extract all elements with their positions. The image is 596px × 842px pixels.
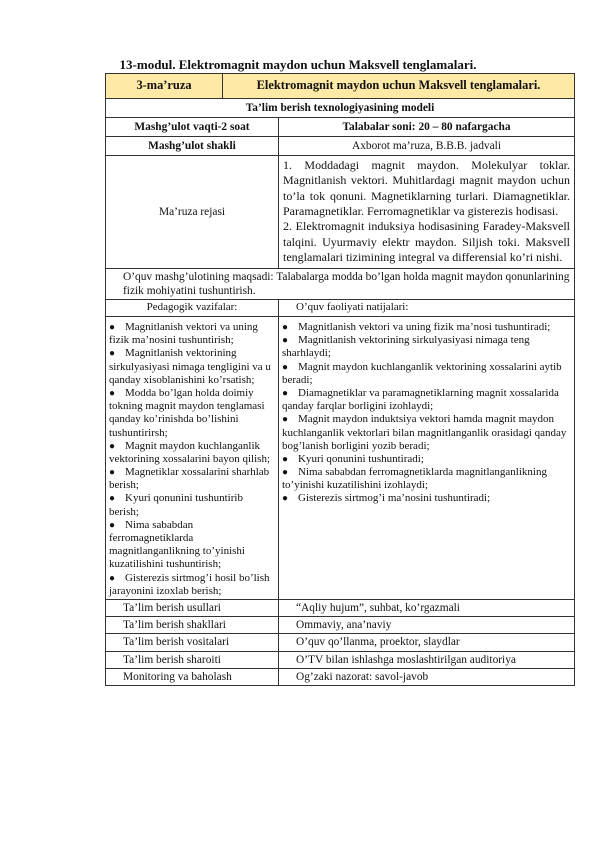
bullet-icon: ● — [282, 335, 289, 347]
lesson-model-table — [105, 73, 575, 686]
list-item: ● Magnitlanish vektorining sirkulyasiyasi nimaga teng sharhlaydi; — [282, 334, 530, 360]
bullet-icon: ● — [282, 361, 289, 373]
list-item: ● Nima sababdan ferromagnetiklarda magnitlanganlikning to’yinishi kuzatilishini tushuntirish; — [109, 518, 245, 571]
row-value: Og’zaki nazorat: savol-javob — [279, 668, 575, 685]
bullet-icon: ● — [109, 493, 116, 505]
bullet-icon: ● — [109, 387, 116, 399]
plan-item: 2. Elektromagnit induksiya hodisasining Faradey-Maksvell talqini. Uyurmaviy elektr maydon. Siljish toki. Maksvell tenglamalari tizimining integral va differensial ko’ri nishi. — [283, 219, 571, 265]
list-item: ● Gisterezis sirtmog’i ma’nosini tushuntiradi; — [282, 492, 491, 505]
model-title: Ta’lim berish texnologiyasining modeli — [106, 99, 575, 118]
list-item: ● Gisterezis sirtmog’i hosil bo’lish jarayonini izoxlab berish; — [109, 571, 270, 597]
row-value: “Aqliy hujum”, suhbat, ko’rgazmali — [279, 599, 575, 616]
bullet-icon: ● — [109, 322, 116, 334]
row-label: Ta’lim berish sharoiti — [106, 651, 279, 668]
row-value: O’quv qo’llanma, proektor, slaydlar — [279, 634, 575, 651]
list-item: ● Kyuri qonunini tushuntiradi; — [282, 452, 424, 465]
bullet-icon: ● — [282, 493, 289, 505]
list-item: ● Magnitlanish vektori va uning fizik ma’nosini tushuntirish; — [109, 321, 258, 347]
table-row — [106, 668, 575, 685]
bullet-icon: ● — [109, 519, 116, 531]
row-value: Ommaviy, ana’naviy — [279, 617, 575, 634]
row-value: O’TV bilan ishlashga moslashtirilgan auditoriya — [279, 651, 575, 668]
learning-outcomes-header: O’quv faoliyati natijalari: — [279, 300, 575, 317]
row-label: Monitoring va baholash — [106, 668, 279, 685]
row-label: Ta’lim berish vositalari — [106, 634, 279, 651]
bullet-icon: ● — [282, 322, 289, 334]
students-count: Talabalar soni: 20 – 80 nafargacha — [279, 118, 575, 137]
bullet-icon: ● — [109, 572, 116, 584]
list-item: ● Magnit maydon kuchlanganlik vektorining xossalarini bayon qilish; — [109, 439, 271, 465]
bullet-icon: ● — [109, 440, 116, 452]
list-item: ● Diamagnetiklar va paramagnetiklarning magnit xossalarida qanday farqlar borligini izohlaydi; — [282, 386, 559, 413]
plan-item: 1. Moddadagi magnit maydon. Molekulyar toklar. Magnitlanish vektori. Muhitlardagi magnit maydon uchun to’la tok qonuni. Magnetiklarning turlari. Diamagnetiklar. Paramagnetiklar. Ferromagnetiklar va gisterezis hodisasi. — [283, 158, 571, 219]
pedagogical-tasks-header: Pedagogik vazifalar: — [106, 300, 279, 317]
learning-outcomes — [279, 317, 575, 600]
lecture-number: 3-ma’ruza — [106, 74, 223, 99]
list-item: ● Magnetiklar xossalarini sharhlab berish; — [109, 466, 270, 492]
row-label: Ta’lim berish usullari — [106, 599, 279, 616]
row-label: Ta’lim berish shakllari — [106, 617, 279, 634]
list-item: ● Magnit maydon kuchlanganlik vektorining xossalarini aytib beradi; — [282, 360, 562, 386]
bullet-icon: ● — [282, 467, 289, 479]
bullet-icon: ● — [109, 467, 116, 479]
list-item: ● Nima sababdan ferromagnetiklarda magnitlanganlikning to’yinishi kuzatilishini izohlaydi; — [282, 466, 547, 492]
lesson-form-label: Mashg’ulot shakli — [106, 137, 279, 156]
lecture-plan-label: Ma’ruza rejasi — [106, 156, 279, 269]
table-row — [106, 651, 575, 668]
table-row — [106, 599, 575, 616]
list-item: ● Kyuri qonunini tushuntirib berish; — [109, 492, 243, 518]
table-row — [106, 617, 575, 634]
bullet-icon: ● — [282, 453, 289, 465]
lesson-goal: O’quv mashg’ulotining maqsadi: Talabalarga modda bo’lgan holda magnit maydon qonunlarining fizik mohiyatini tushuntirish. — [106, 268, 575, 300]
lecture-title: Elektromagnit maydon uchun Maksvell tenglamalari. — [223, 74, 575, 99]
table-row — [106, 634, 575, 651]
list-item: ● Modda bo’lgan holda doimiy tokning magnit maydon tenglamasi qanday ko’rinishda bo’lishini tushuntirirsh; — [109, 386, 265, 439]
lecture-plan — [279, 156, 575, 269]
pedagogical-tasks — [106, 317, 279, 600]
list-item: ● Magnit maydon induktsiya vektori hamda magnit maydon kuchlanganlik vektorlari bilan magnitlanganlik orasidagi qanday bog’lanish borligini yozib beradi; — [282, 413, 567, 452]
bullet-icon: ● — [282, 414, 289, 426]
list-item: ● Magnitlanish vektori va uning fizik ma’nosi tushuntiradi; — [282, 321, 551, 334]
lesson-form-value: Axborot ma’ruza, B.B.B. jadvali — [279, 137, 575, 156]
bullet-icon: ● — [282, 387, 289, 399]
lesson-time: Mashg’ulot vaqti-2 soat — [106, 118, 279, 137]
page-title: 13-modul. Elektromagnit maydon uchun Maksvell tenglamalari. — [119, 57, 477, 72]
list-item: ● Magnitlanish vektorining sirkulyasiyasi nimaga tengligini va u qanday xisoblanishini ko’rsatish; — [109, 347, 271, 386]
bullet-icon: ● — [109, 348, 116, 360]
